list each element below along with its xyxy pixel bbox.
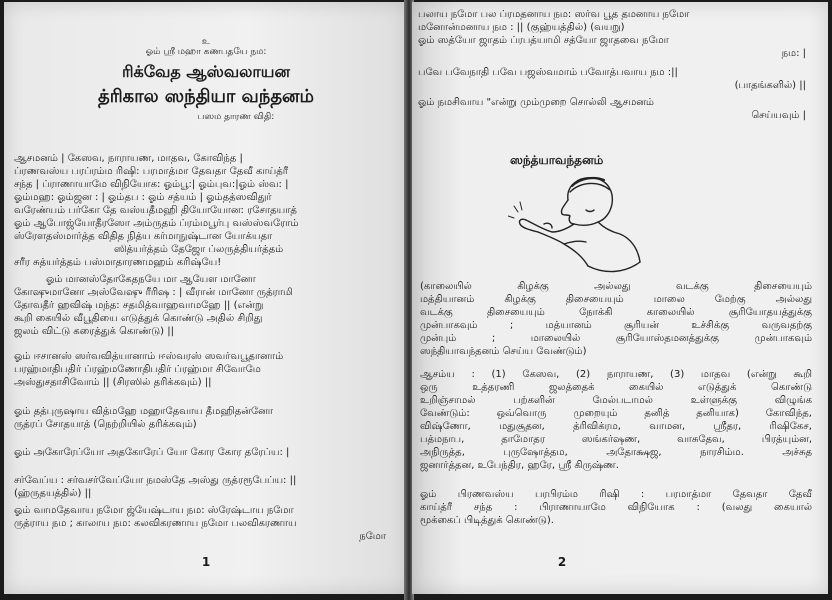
- text-line: முன்பாகவும் ; மத்யானம் சூரியன் உச்சிக்கு வருவதற்கு: [420, 320, 812, 331]
- text-line: ஓம் ஈசானஸ் ஸர்வவித்யானாம் ஈஸ்வரஸ் ஸவர்வபூதானாம்: [14, 351, 284, 362]
- text-line: பரஹ்மாதிபதிர் ப்ரஹ்மணோதிபதிர் ப்ரஹ்மா சிவோமே: [14, 364, 261, 375]
- text-line: ஓம் தத்புருஷாய வித்மஹே மஹாதேவாய தீமஹிதன்னோ: [14, 406, 273, 417]
- text-line: ஜனார்த்தன, உபேந்திர, ஹரே, ஸ்ரீ கிருஷ்ண.: [420, 460, 619, 471]
- right-top-block: [418, 8, 816, 122]
- text-line: கோஷுமானோ அஸ்வேஷு ரீரிஷ : | வீரான் மானோ ருத்ராமி: [14, 287, 293, 298]
- text-line: ஓம் வாமதேவாய நமோ ஜ்யேஷ்டாய நம: ஸ்ரேஷ்டாய நமோ: [14, 505, 294, 516]
- text-line: மனோன்மனாய நம : || (குஹ்யத்தில்) (வயறு): [418, 22, 625, 33]
- text-line: (ஹ்ருதயத்தில்) ||: [14, 488, 92, 499]
- text-line: மூக்கைப் பிடித்துக் கொண்டு).: [420, 515, 554, 526]
- praying-man-illustration: [508, 170, 648, 282]
- subtitle: பஸம தாரண விதி:: [197, 112, 275, 122]
- page-number-left: 1: [201, 555, 211, 569]
- para-2: [420, 368, 812, 472]
- text-line: பத்மநாப, தாமோதர ஸங்கர்ஷண, வாசுதேவ, பிரத்யும்ன,: [420, 434, 812, 445]
- text-line: (பாதங்களில்) ||: [734, 80, 806, 91]
- title-line1: ரிக்வேத ஆஸ்வலாயன: [121, 62, 291, 81]
- text-line: சரீர சுத்யர்த்தம் பஸ்மாதாரணமஹம் கரிஷ்யே!: [14, 257, 222, 268]
- text-line: வேண்டும்: ஒவ்வொரு முறையும் தனித் தனியாக) கோவிந்த,: [420, 408, 812, 419]
- text-line: சந்த | ப்ராணாயாமே விநியோக: ஓம்பூ:| ஓம்புவ:|ஓம் ஸ்வ: |: [14, 179, 289, 190]
- text-line: சர்வேப்ய : சர்வசர்வேப்யோ நமஸ்தே அஸ்து ருத்ரரூபேப்ய: ||: [14, 475, 297, 486]
- text-line: ஓம் ஆபோஜ்யோதீரஸோ அம்ருதம் ப்ரம்மபூர்பு வஸ்ஸ்வரோம்: [14, 218, 299, 229]
- block-5: [14, 446, 390, 459]
- text-line: ஸ்ரேளதஸ்மார்த்த விதித நித்ய கர்மாநுஷ்டான யோக்யதா: [14, 231, 273, 242]
- para-1: [420, 280, 812, 358]
- text-line: காய்த்ரீ சந்த : பிராணாயாமே விநியோக : (வலது கையால்: [420, 502, 812, 513]
- text-line: ஜலம் விட்டு கரைத்துக் கொண்டு) ||: [14, 326, 174, 337]
- text-line: வரேண்யம் பர்கோ தே வஸ்யதீமஹி தியோயோன: ரசோதயாத்: [14, 205, 297, 216]
- text-line: ஓம் ஸத்யோ ஜாதம் ப்ரபத்யாமி சத்யோ ஜாதவை நமோ: [418, 35, 669, 46]
- text-line: ஸந்தியாவந்தனம் செய்ய வேண்டும்): [420, 346, 587, 357]
- text-line: தோவதீர் ஹவிஷ் மந்த: சதமித்வாஹவாமஹே || (என்று: [14, 300, 264, 311]
- text-line: ருத்ராய நம ; காலாய நம: கலவிகரணாய நமோ பலவிகரணாய: [14, 518, 297, 529]
- text-line: பலாய நமோ பல ப்ரமதனாய நம: ஸர்வ பூத தமனாய நமோ: [418, 9, 690, 20]
- section-heading: ஸந்த்யாவந்தனம்: [510, 153, 604, 167]
- text-line: நமோ: [359, 531, 386, 542]
- text-line: அநிருத்த, புருஷோத்தம, அதோக்ஷஜ, நாரசிம்ம. அச்சுத: [420, 447, 812, 458]
- text-line: ஓம்மஹ: ஓம்ஜன : | ஓம்தப : ஓம் சத்யம் | ஓம்தத்ஸவிதுர்: [14, 192, 272, 203]
- title-line2: த்ரிகால ஸந்தியா வந்தனம்: [98, 86, 314, 107]
- invocation-top: உ: [201, 37, 211, 47]
- text-line: அஸ்துசதாசிவோம் || (சிரஸில் தரிக்கவும்) ||: [14, 377, 212, 388]
- text-line: மத்தியானம் கிழக்கு திசையையும் மாலை மேற்கு அல்லது: [420, 294, 812, 305]
- text-line: ஆசமனம் | கேஸவ, நாராயண, மாதவ, கோவிந்த |: [14, 153, 243, 164]
- text-line: ஓம் நமசிவாய "என்று மும்முறை சொல்லி ஆசமனம்: [418, 97, 654, 108]
- text-line: பவே பவேநாதி பவே பஜஸ்வமாம் பவோத்பவாய நம :||: [418, 67, 678, 78]
- text-line: விஷ்ணோ, மதுசூதன, த்ரிவிக்ரம, வாமன, ஸ்ரீதர, ரிஷிகேச,: [420, 421, 812, 432]
- text-line: உறிஞ்சாமல் பற்களின் மேல்படாமல் உள்ளுக்கு விழுங்க: [420, 395, 812, 406]
- text-line: ஓம் பிரணவஸ்ய பரபிரம்ம ரிஷி : பரமாத்மா தேவதா தேவீ: [420, 489, 812, 500]
- left-page: [4, 2, 408, 594]
- right-page: [412, 2, 828, 594]
- para-3: [420, 488, 812, 527]
- invocation: ஓம் ஸ்ரீ மஹா கணபதயே நம:: [145, 47, 267, 57]
- block-2: [14, 273, 390, 338]
- text-line: கூறி கையில் வீபூதியை எடுத்துக் கொண்டு அதில் சிறிது: [14, 313, 263, 324]
- text-line: முன்பும் ; மாலையில் சூரியோஸ்தமனத்துக்கு முன்பாகவும்: [420, 333, 812, 344]
- text-line: ஒரு உத்தரணி ஜலத்தைக் கையில் எடுத்துக் கொண்டு: [420, 382, 812, 393]
- block-3: [14, 350, 390, 389]
- text-line: நம: |: [781, 48, 806, 59]
- text-line: வடக்கு திசையையும் நோக்கி காலையில் சூரியோதயத்துக்கு: [420, 307, 812, 318]
- text-line: (காலையில் கிழக்கு அல்லது வடக்கு திசையையும்: [420, 281, 812, 292]
- text-line: ப்ரணவஸ்ய பரப்ரம்ம ரிஷி: பரமாத்மா தேவதா தேவீ காய்த்ரீ: [14, 166, 288, 177]
- block-4: [14, 405, 390, 431]
- text-line: செய்யவும் |: [751, 110, 806, 121]
- text-line: ஓம் மானஸ்தோகேதநயே மா ஆயேள மானோ: [46, 274, 256, 285]
- text-line: ருத்ரப் சோதயாத் (நெற்றியில் தரிக்கவும்): [14, 419, 197, 430]
- text-line: ஸித்யர்த்தம் தேஜோ ப்லருத்தியர்த்தம்: [114, 244, 284, 255]
- block-6: [14, 474, 390, 543]
- text-line: ஓம் அகோரேப்யோ அதகோரேப் யோ கோர கோர தரேப்ய: |: [14, 447, 290, 458]
- page-number-right: 2: [557, 555, 567, 569]
- text-line: ஆசம்ய : (1) கேஸவ, (2) நாராயண, (3) மாதவ (என்று கூறி: [420, 369, 812, 380]
- block-1: [14, 152, 390, 269]
